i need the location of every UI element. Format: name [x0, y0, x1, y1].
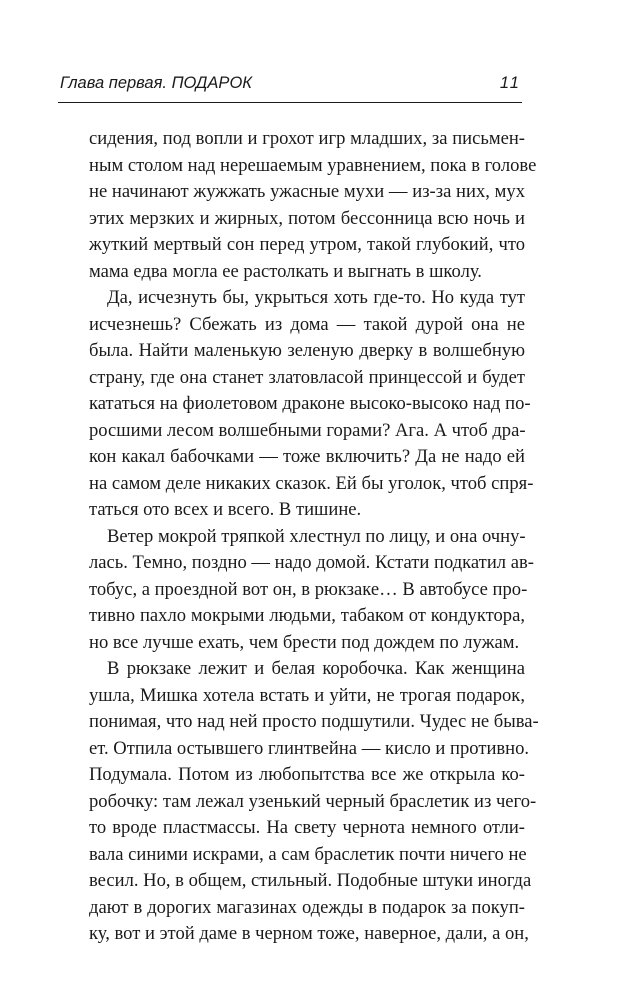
text-line: мама едва могла ее растолкать и выгнать в школу.	[89, 260, 482, 282]
text-line: то вроде пластмассы. На свету чернота немного отли-	[89, 817, 525, 838]
page-number: 11	[499, 74, 521, 92]
text-line: ет. Отпила остывшего глинтвейна — кисло и противно.	[89, 737, 530, 759]
body-text	[89, 126, 539, 948]
text-line: росшими лесом волшебными горами? Ага. А чтоб дра-	[89, 419, 526, 441]
text-line: В рюкзаке лежит и белая коробочка. Как женщина	[107, 658, 525, 679]
text-line: кон какал бабочками — тоже включить? Да не надо ей	[89, 446, 525, 467]
text-line: этих мерзких и жирных, потом бессонница всю ночь и	[89, 207, 525, 229]
text-line: ушла, Мишка хотела встать и уйти, не трогая подарок,	[89, 684, 525, 706]
text-line: весил. Но, в общем, стильный. Подобные штуки иногда	[89, 870, 532, 891]
text-line: страну, где она станет златовласой принцессой и будет	[89, 366, 525, 388]
text-line: Ветер мокрой тряпкой хлестнул по лицу, и она очну-	[107, 525, 526, 547]
paragraph	[89, 126, 537, 285]
text-line: понимая, что над ней просто подшутили. Чудес не быва-	[89, 711, 539, 732]
text-line: на самом деле никаких сказок. Ей бы уголок, чтоб спря-	[89, 472, 534, 494]
chapter-title: Глава первая. ПОДАРОК	[60, 74, 252, 92]
paragraph	[89, 656, 539, 948]
text-line: сидения, под вопли и грохот игр младших, за письмен-	[89, 128, 525, 149]
text-line: ку, вот и этой даме в черном тоже, наверное, дали, а он,	[89, 923, 529, 944]
text-line: жуткий мертвый сон перед утром, такой глубокий, что	[89, 234, 525, 255]
header-rule	[58, 102, 522, 103]
text-line: была. Найти маленькую зеленую дверку в волшебную	[89, 340, 525, 361]
text-line: таться ото всех и всего. В тишине.	[89, 499, 362, 520]
running-head	[60, 74, 521, 100]
text-line: вала синими искрами, а сам браслетик почти ничего не	[89, 843, 527, 865]
text-line: не начинают жужжать ужасные мухи — из-за них, мух	[89, 181, 525, 202]
text-line: тивно пахло мокрыми людьми, табаком от кондуктора,	[89, 605, 525, 626]
text-line: но все лучше ехать, чем брести под дождем по лужам.	[89, 631, 520, 653]
text-line: кататься на фиолетовом драконе высоко-высоко над по-	[89, 393, 531, 414]
text-line: Подумала. Потом из любопытства все же открыла ко-	[89, 764, 525, 785]
text-line: лась. Темно, поздно — надо домой. Кстати подкатил ав-	[89, 552, 534, 573]
text-line: исчезнешь? Сбежать из дома — такой дурой она не	[89, 313, 525, 335]
text-line: Да, исчезнуть бы, укрыться хоть где-то. Но куда тут	[107, 287, 525, 308]
text-line: ным столом над нерешаемым уравнением, пока в голове	[89, 154, 537, 176]
text-line: тобус, а проездной вот он, в рюкзаке… В автобусе про-	[89, 578, 528, 600]
paragraph	[89, 524, 534, 657]
text-line: дают в дорогих магазинах одежды в подарок за покуп-	[89, 896, 525, 918]
paragraph	[89, 285, 534, 524]
text-line: робочку: там лежал узенький черный браслетик из чего-	[89, 790, 537, 812]
